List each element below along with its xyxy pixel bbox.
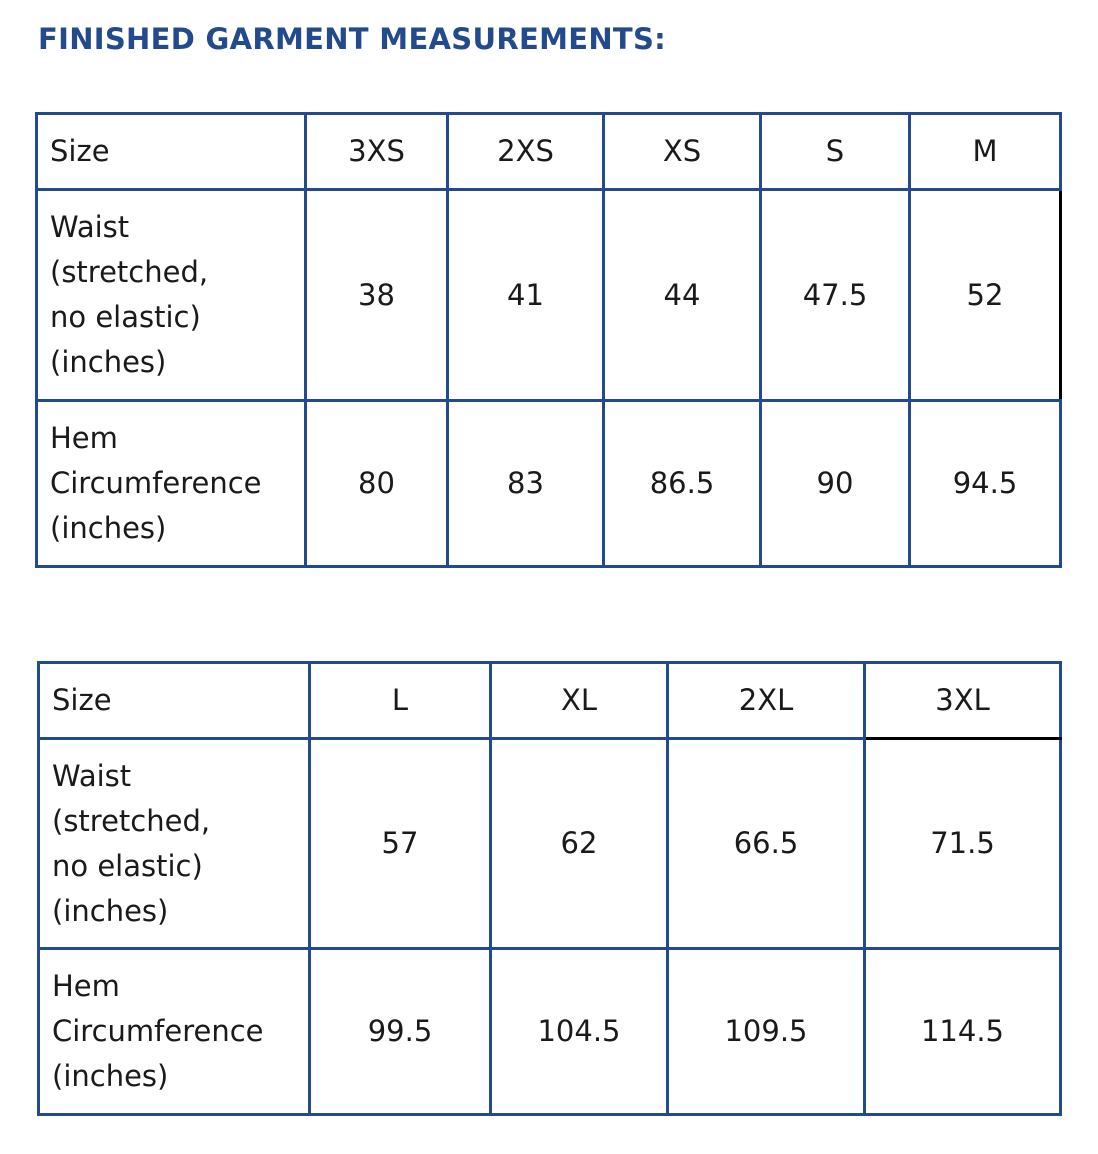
waist-row — [37, 190, 1061, 401]
label-line: Waist — [52, 758, 132, 793]
label-line: (inches) — [52, 1059, 169, 1093]
hem-value-cell: 90 — [761, 401, 910, 567]
waist-value-cell: 52 — [910, 190, 1061, 401]
hem-value-cell: 94.5 — [910, 401, 1061, 567]
waist-value-cell: 62 — [491, 739, 668, 949]
size-header-label: Size — [39, 663, 310, 739]
waist-value-cell: 66.5 — [668, 739, 865, 949]
hem-row — [37, 401, 1061, 567]
size-header-cell: 2XS — [448, 114, 604, 190]
hem-value-cell: 99.5 — [310, 949, 491, 1115]
waist-row-label — [39, 739, 310, 949]
hem-value-cell: 109.5 — [668, 949, 865, 1115]
waist-row — [39, 739, 1061, 949]
waist-value-cell: 57 — [310, 739, 491, 949]
hem-value-cell: 104.5 — [491, 949, 668, 1115]
label-line: (inches) — [50, 345, 167, 379]
size-header-cell: 3XS — [306, 114, 448, 190]
size-header-label: Size — [37, 114, 306, 190]
size-header-row — [37, 114, 1061, 190]
measurements-table-2 — [37, 661, 1062, 1116]
label-line: (stretched, — [52, 803, 211, 838]
label-line: Hem — [50, 421, 118, 455]
label-line: Circumference — [52, 1014, 264, 1048]
waist-row-label — [37, 190, 306, 401]
size-header-cell: L — [310, 663, 491, 739]
hem-value-cell: 80 — [306, 401, 448, 567]
hem-value-cell: 86.5 — [604, 401, 761, 567]
label-line: Waist — [50, 210, 130, 244]
waist-value-cell: 47.5 — [761, 190, 910, 401]
size-header-row — [39, 663, 1061, 739]
label-line: (stretched, — [50, 255, 209, 289]
hem-row-label — [37, 401, 306, 567]
hem-value-cell: 83 — [448, 401, 604, 567]
size-header-cell: M — [910, 114, 1061, 190]
label-line: no elastic) — [52, 848, 203, 883]
label-line: (inches) — [50, 511, 167, 545]
waist-value-cell: 41 — [448, 190, 604, 401]
hem-row-label — [39, 949, 310, 1115]
hem-row — [39, 949, 1061, 1115]
size-header-cell: 3XL — [865, 663, 1061, 739]
waist-value-cell: 71.5 — [865, 739, 1061, 949]
size-header-cell: S — [761, 114, 910, 190]
measurements-table-1 — [35, 112, 1062, 568]
label-line: Circumference — [50, 466, 262, 500]
size-header-cell: XL — [491, 663, 668, 739]
waist-value-cell: 38 — [306, 190, 448, 401]
size-header-cell: XS — [604, 114, 761, 190]
label-line: (inches) — [52, 893, 169, 928]
waist-value-cell: 44 — [604, 190, 761, 401]
label-line: Hem — [52, 969, 120, 1003]
label-line: no elastic) — [50, 300, 201, 334]
page-title: FINISHED GARMENT MEASUREMENTS: — [38, 22, 667, 56]
size-header-cell: 2XL — [668, 663, 865, 739]
hem-value-cell: 114.5 — [865, 949, 1061, 1115]
